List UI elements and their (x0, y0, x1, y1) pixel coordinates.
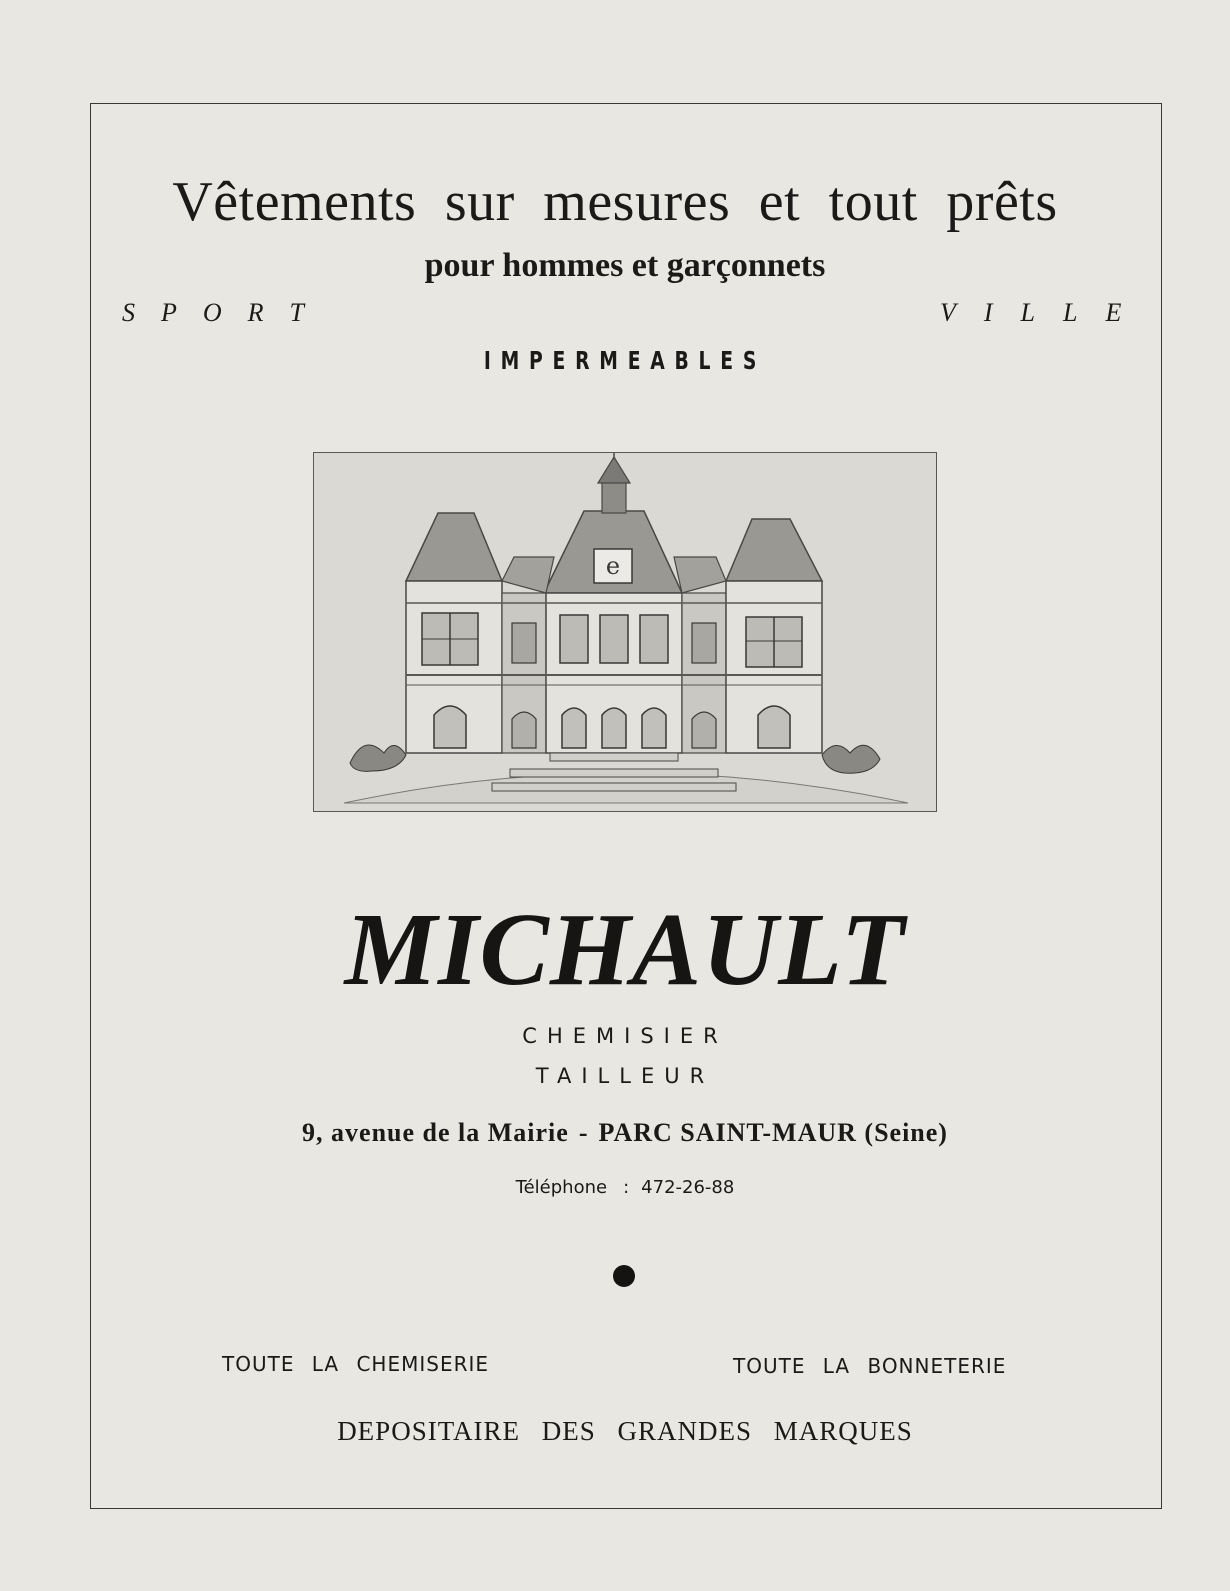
profession-tailleur: TAILLEUR (535, 1064, 715, 1088)
address-town: PARC SAINT-MAUR (598, 1118, 857, 1147)
impermeables-label: IMPERMEABLES (483, 346, 767, 375)
category-sport: SPORT (122, 298, 330, 327)
headline: Vêtements sur mesures et tout prêts (172, 171, 1058, 233)
town-hall-illustration (313, 452, 937, 812)
building-drawing (314, 453, 937, 812)
phone-line (0, 1177, 1230, 1198)
phone-separator: : (623, 1177, 630, 1198)
brand-name: MICHAULT (344, 892, 906, 1007)
phone-number: 472-26-88 (641, 1177, 735, 1198)
footer-depositaire: DEPOSITAIRE DES GRANDES MARQUES (337, 1416, 913, 1446)
profession-chemisier: CHEMISIER (522, 1024, 728, 1048)
phone-label: Téléphone (515, 1177, 608, 1198)
address-street: 9, avenue de la Mairie (302, 1118, 569, 1147)
subheadline: pour hommes et garçonnets (424, 247, 826, 284)
category-ville: VILLE (940, 298, 1150, 327)
shop-address (0, 1118, 1230, 1148)
address-region: (Seine) (864, 1118, 948, 1147)
clock-face-icon: e (605, 552, 621, 580)
footer-bonneterie: TOUTE LA BONNETERIE (733, 1354, 1007, 1378)
bullet-dot-icon (613, 1265, 635, 1287)
footer-chemiserie: TOUTE LA CHEMISERIE (222, 1352, 490, 1376)
address-separator: - (578, 1118, 589, 1147)
